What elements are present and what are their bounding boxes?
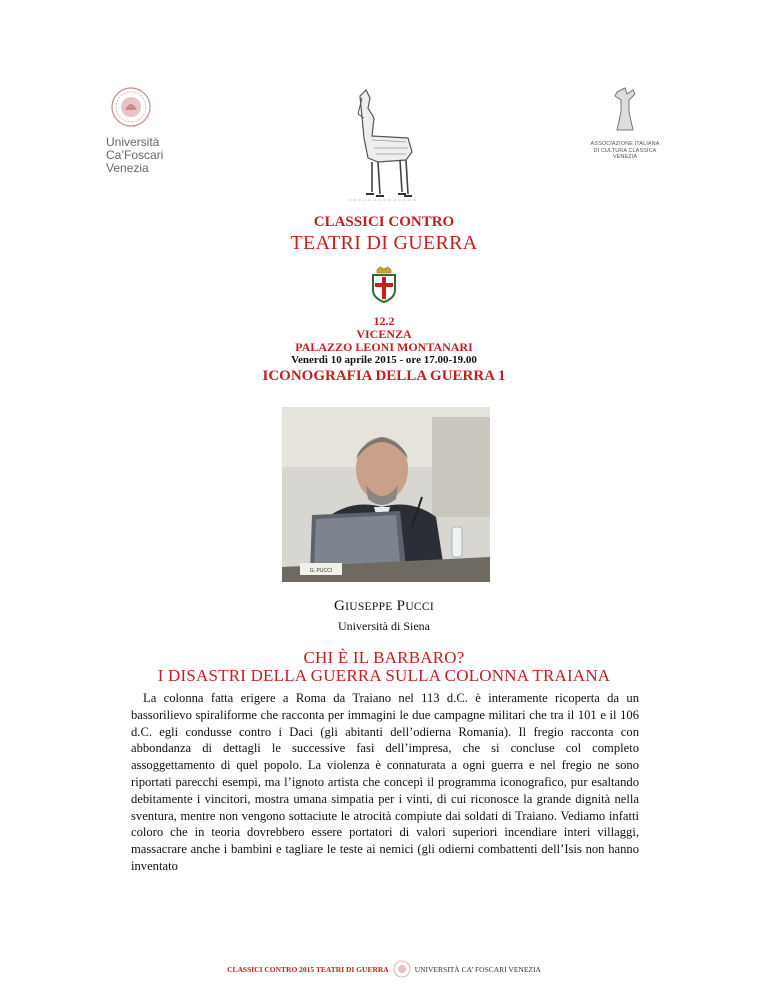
speaker-affiliation: Università di Siena [338,619,430,633]
speaker-photo [282,407,490,582]
footer-seal-icon [393,960,411,978]
aicc-line-1: ASSOCIAZIONE ITALIANA [590,141,660,147]
page-footer [0,960,768,978]
speaker-last-initial: P [396,598,406,614]
footer-left-text: CLASSICI CONTRO 2015 TEATRI DI GUERRA [227,964,389,974]
speaker-last-rest: UCCI [405,601,435,613]
university-name-line-1: Università [106,135,160,149]
aicc-logo [585,86,665,161]
aicc-line-3: VENEZIA [612,154,638,160]
speaker-name [0,598,768,615]
aicc-line-2: DI CULTURA CLASSICA [593,147,657,154]
section-title: ICONOGRAFIA DELLA GUERRA 1 [262,368,506,384]
series-title: CLASSICI CONTRO [313,214,455,230]
university-logo [106,86,226,175]
speaker-first-rest: IUSEPPE [345,601,393,613]
university-seal-icon [110,86,152,128]
puppet-horse-illustration [338,88,428,206]
university-name-line-3: Venezia [106,161,149,175]
speaker-first-initial: G [333,598,346,614]
series-subtitle: TEATRI DI GUERRA [290,232,478,254]
event-venue: PALAZZO LEONI MONTANARI [295,340,473,354]
talk-title-line-2: I DISASTRI DELLA GUERRA SULLA COLONNA TRAIANA [157,666,611,685]
talk-abstract: La colonna fatta erigere a Roma da Traiano nel 113 d.C. è interamente ricoperta da un bassorilievo spiraliforme che racconta per immagini le due campagne militari che tra il 101 e il 106 d.C. egli condusse contro i Daci (gli abitanti dell’odierna Romania). Il fregio racconta con abbondanza di dettagli le successive fasi dell’impresa, che si concluse col completo assoggettamento di quel popolo. La violenza è connaturata a ogni guerra e nel fregio ne sono riportati parecchi esempi, ma l’ignoto artista che concepì il programma iconografico, pur esaltando debitamente i vincitori, mostra umana simpatia per i vinti, di cui riconosce la grande dignità nella sventura, mentre non vengono sottaciute le atrocità compiute dai soldati di Traiano. Vediamo infatti coloro che in teoria dovrebbero essere portatori di valori superiori incendiare interi villaggi, massacrare anche i bambini e tagliare le teste ai nemici (gli odierni combattenti dell’Isis non hanno inventato [131,691,639,873]
talk-title-line-1: CHI È IL BARBARO? [303,648,465,667]
statue-icon [603,86,647,134]
footer-right-text: UNIVERSITÀ CA’ FOSCARI VENEZIA [414,964,541,974]
event-code: 12.2 [373,314,395,328]
event-city: VICENZA [356,327,412,341]
event-date-time: Venerdì 10 aprile 2015 - ore 17.00-19.00 [291,354,477,366]
city-coat-of-arms-icon [369,266,399,304]
nameplate-text: G. PUCCI [309,568,333,574]
university-name-line-2: Ca’Foscari [106,148,164,162]
